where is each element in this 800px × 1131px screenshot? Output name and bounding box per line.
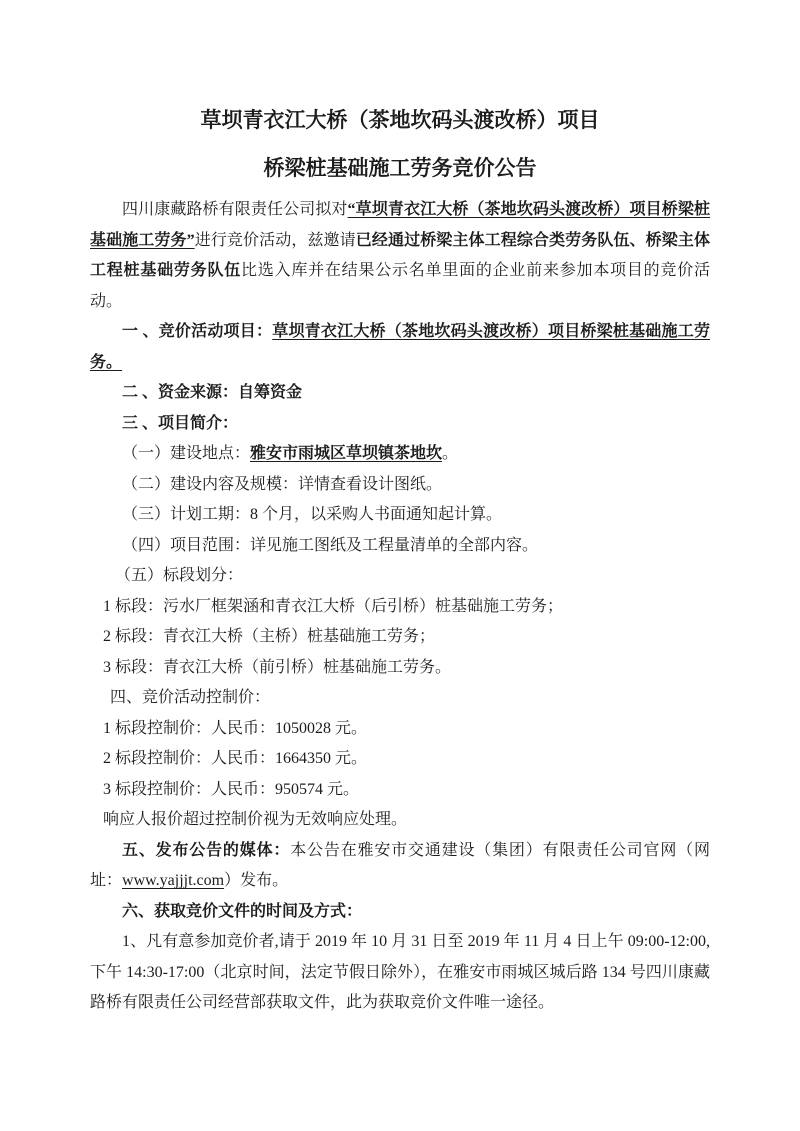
section-4-control-price-label: 四、竞价活动控制价：: [110, 689, 271, 706]
section-1-bidding-project: [90, 317, 710, 378]
lot-3: 3 标段：青衣江大桥（前引桥）桩基础施工劳务。: [103, 658, 452, 676]
section-5-label: 五、发布公告的媒体：: [122, 841, 291, 859]
intro-project-name: “草坝青衣江大桥（茶地坎码头渡改桥）项目桥梁桩基础施工劳务”: [90, 201, 710, 249]
section-2-value: 自筹资金: [238, 384, 303, 401]
intro-mid: 进行竞价活动，兹邀请: [194, 231, 356, 249]
section-2-label: 二 、资金来源：: [122, 384, 239, 401]
section-6-text: 1、凡有意参加竞价者,请于 2019 年 10 月 31 日至 2019 年 11 月 4 日上午 09:00-12:00,下午 14:30-17:00（北京时间，法定节假日除外），在雅安市雨城区城后路 134 号四川康藏路桥有限责任公司经营部获取文件，此为获取竞价文件唯一途径。: [90, 933, 710, 1011]
section-2-fund-source: [90, 378, 710, 409]
intro-tail: 比选入库并在结果公示名单里面的企业前来参加本项目的竞价活动。: [90, 262, 710, 310]
intro-lead: 四川康藏路桥有限责任公司拟对: [122, 201, 348, 218]
doc-title-line2: 桥梁桩基础施工劳务竞价公告: [263, 156, 537, 180]
control-price-1: 1 标段控制价：人民币：1050028 元。: [103, 719, 368, 737]
doc-title-line1: 草坝青衣江大桥（茶地坎码头渡改桥）项目: [200, 108, 600, 132]
website-url: www.yajjjt.com: [122, 872, 225, 889]
intro-paragraph: [90, 195, 710, 317]
control-price-note: 响应人报价超过控制价视为无效响应处理。: [103, 811, 408, 828]
intro-qualified-teams: 已经通过桥梁主体工程综合类劳务队伍、桥梁主体工程桩基础劳务队伍: [90, 231, 710, 279]
sub-item-range: （四）项目范围：详见施工图纸及工程量清单的全部内容。: [122, 536, 539, 554]
sub-item-location: [90, 439, 710, 470]
section-6-obtain-docs-label: 六、获取竞价文件的时间及方式：: [122, 902, 363, 920]
location-label: （一）建设地点：: [122, 445, 251, 462]
location-value: 雅安市雨城区草坝镇茶地坎: [250, 445, 443, 462]
section-5-media: [90, 836, 710, 897]
sub-item-scope: （二）建设内容及规模：详情查看设计图纸。: [122, 475, 443, 493]
section-1-label: 一 、竞价活动项目：: [122, 323, 273, 340]
location-tail: 。: [442, 445, 459, 462]
section-5-text: 本公告在雅安市交通建设（集团）有限责任公司官网（网址：: [90, 841, 710, 889]
sub-item-lots-label: （五）标段划分：: [115, 567, 244, 584]
sub-item-duration: （三）计划工期：8 个月，以采购人书面通知起计算。: [122, 506, 503, 523]
control-price-3: 3 标段控制价：人民币：950574 元。: [103, 780, 360, 798]
section-3-project-brief: [90, 409, 710, 440]
lot-1: 1 标段：污水厂框架涵和青衣江大桥（后引桥）桩基础施工劳务；: [103, 597, 564, 615]
section-3-label: 三 、项目简介：: [122, 414, 239, 432]
section-1-value: 草坝青衣江大桥（茶地坎码头渡改桥）项目桥梁桩基础施工劳务。: [90, 323, 710, 371]
lot-2: 2 标段：青衣江大桥（主桥）桩基础施工劳务；: [103, 628, 436, 645]
section-5-tail: ）发布。: [224, 872, 289, 889]
control-price-2: 2 标段控制价：人民币：1664350 元。: [103, 750, 368, 767]
